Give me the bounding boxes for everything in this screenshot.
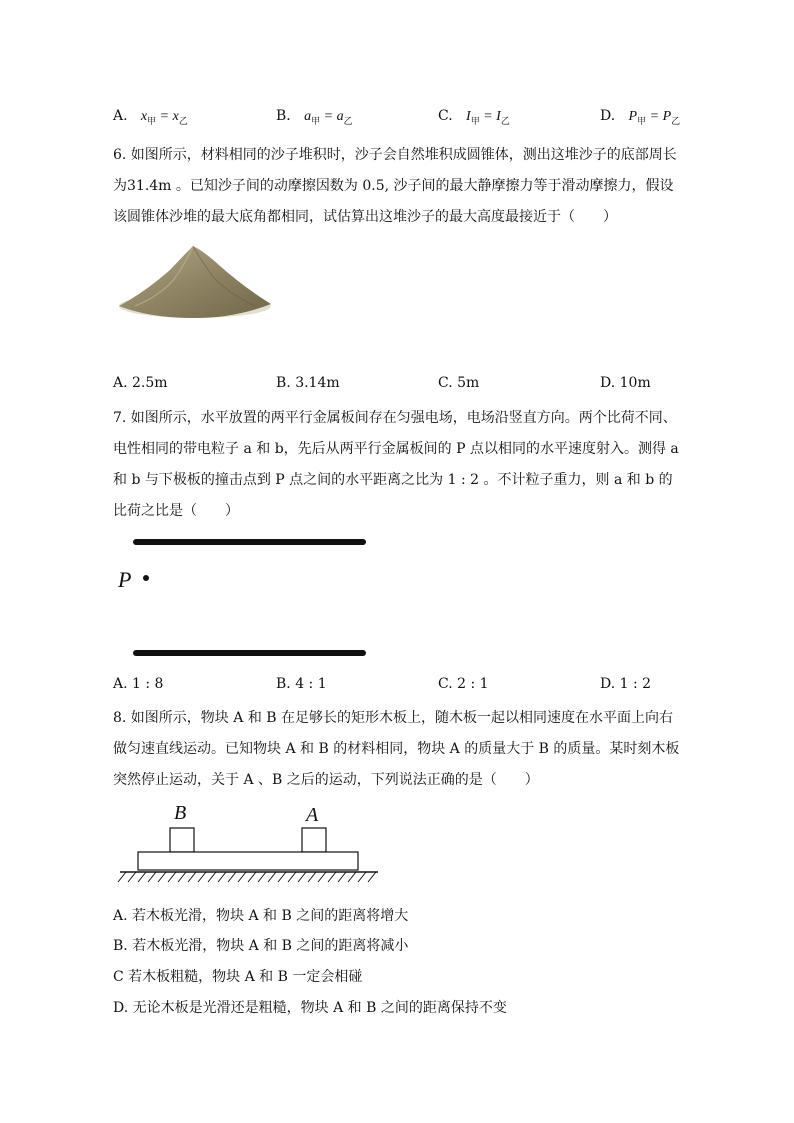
q5-option-d: D. $P_甲 = P_乙$ (600, 108, 681, 126)
q8-option-a: A. 若木板光滑，物块 A 和 B 之间的距离将增大 (113, 908, 409, 924)
block-a (302, 828, 326, 852)
q5-option-c: C. $I_甲 = I_乙$ (438, 108, 510, 126)
sand-pile-image (115, 240, 275, 322)
q7-option-a: A. 1 : 8 (113, 676, 164, 692)
q6-option-b: B. 3.14m (276, 375, 340, 391)
q8-option-c: C 若木板粗糙，物块 A 和 B 一定会相碰 (113, 969, 363, 985)
upper-plate (133, 539, 366, 545)
q6-option-c: C. 5m (438, 375, 480, 391)
q7-option-d: D. 1 : 2 (600, 676, 652, 692)
block-a-label: A (306, 804, 319, 826)
q8-option-d: D. 无论木板是光滑还是粗糙，物块 A 和 B 之间的距离保持不变 (113, 1000, 507, 1016)
block-b-label: B (174, 802, 187, 824)
q7-stem: 7. 如图所示，水平放置的两平行金属板间存在匀强电场，电场沿竖直方向。两个比荷不同、电性相同的带电粒子 a 和 b，先后从两平行金属板间的 P 点以相同的水平速度射入。测得 a 和 b 与下极板的撞击点到 P 点之间的水平距离之比为 1 : 2 。不计粒子重力，则 a 和 b 的比荷之比是（ ） (113, 410, 679, 519)
q5-option-a: A. $x_甲 = x_乙$ (113, 108, 188, 126)
q6-stem: 6. 如图所示，材料相同的沙子堆积时，沙子会自然堆积成圆锥体，测出这堆沙子的底部周长为31.4m 。已知沙子间的动摩擦因数为 0.5, 沙子间的最大静摩擦力等于滑动摩擦力，假设该圆锥体沙堆的最大底角都相同，试估算出这堆沙子的最大高度最接近于（ ） (113, 147, 677, 225)
q6-option-a: A. 2.5m (113, 375, 168, 391)
ground-hatch (118, 872, 376, 882)
q7-option-b: B. 4 : 1 (276, 676, 327, 692)
q5-option-b: B. $a_甲 = a_乙$ (276, 108, 353, 126)
lower-plate (133, 650, 366, 656)
q8-option-b: B. 若木板光滑，物块 A 和 B 之间的距离将减小 (113, 938, 409, 954)
point-p-label: P (118, 567, 132, 592)
board-diagram (116, 800, 382, 886)
wooden-board (138, 852, 358, 870)
q8-stem: 8. 如图所示，物块 A 和 B 在足够长的矩形木板上，随木板一起以相同速度在水平面上向右做匀速直线运动。已知物块 A 和 B 的材料相同，物块 A 的质量大于 B 的质量。某时刻木板突然停止运动，关于 A 、B 之后的运动，下列说法正确的是（ ） (113, 710, 680, 788)
q6-option-d: D. 10m (600, 375, 651, 391)
block-b (170, 828, 194, 852)
point-p-dot (143, 575, 149, 581)
q7-option-c: C. 2 : 1 (438, 676, 489, 692)
